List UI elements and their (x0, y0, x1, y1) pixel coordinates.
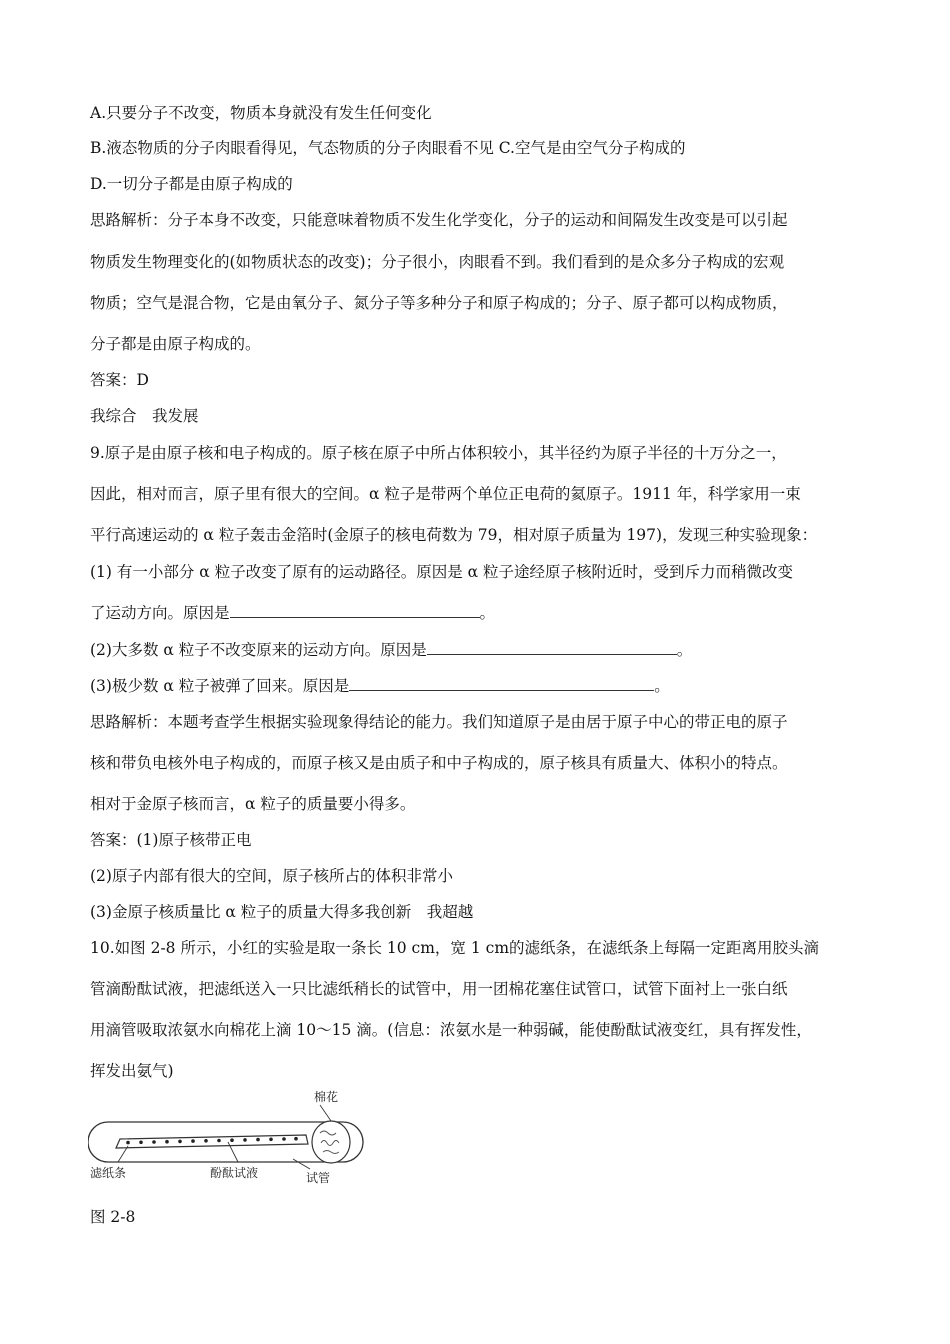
analysis-line: 思路解析：分子本身不改变，只能意味着物质不发生化学变化，分子的运动和间隔发生改变是可以引起 (90, 211, 788, 229)
analysis-line: 物质发生物理变化的(如物质状态的改变)；分子很小，肉眼看不到。我们看到的是众多分子构成的宏观 (90, 253, 785, 271)
label-phenolphthalein: 酚酞试液 (210, 1166, 259, 1180)
blank-end: 。 (479, 604, 496, 622)
question-text: 10.如图 2-8 所示，小红的实验是取一条长 10 cm，宽 1 cm的滤纸条，在滤纸条上每隔一定距离用胶头滴 (90, 939, 820, 957)
question-text: 因此，相对而言，原子里有很大的空间。α 粒子是带两个单位正电荷的氦原子。1911 年，科学家用一束 (90, 485, 801, 503)
blank-prompt: (2)大多数 α 粒子不改变原来的运动方向。原因是 (90, 641, 427, 659)
blank-end: 。 (654, 677, 670, 695)
answer-blank (427, 640, 677, 655)
label-test-tube: 试管 (306, 1171, 331, 1185)
answer-line: (2)原子内部有很大的空间，原子核所占的体积非常小 (90, 867, 453, 885)
fill-blank-line (90, 640, 692, 660)
answer-line: 答案：(1)原子核带正电 (90, 831, 252, 849)
label-cotton: 棉花 (314, 1090, 339, 1104)
answer-line: 答案：D (90, 371, 149, 389)
option-b-c: B.液态物质的分子肉眼看得见，气态物质的分子肉眼看不见 C.空气是由空气分子构成的 (90, 139, 686, 157)
answer-blank (349, 676, 654, 691)
analysis-line: 思路解析：本题考查学生根据实验现象得结论的能力。我们知道原子是由居于原子中心的带正电的原子 (90, 713, 788, 731)
label-filter-paper: 滤纸条 (90, 1166, 127, 1180)
option-a: A.只要分子不改变，物质本身就没有发生任何变化 (90, 104, 432, 122)
question-text: 平行高速运动的 α 粒子轰击金箔时(金原子的核电荷数为 79，相对原子质量为 197)，发现三种实验现象： (90, 526, 818, 544)
cotton-plug (312, 1121, 350, 1163)
analysis-line: 物质；空气是混合物，它是由氧分子、氮分子等多种分子和原子构成的；分子、原子都可以构成物质， (90, 294, 788, 312)
section-heading: 我综合 我发展 (90, 407, 199, 425)
question-text: (1) 有一小部分 α 粒子改变了原有的运动路径。原因是 α 粒子途经原子核附近时，受到斥力而稍微改变 (90, 563, 794, 581)
test-tube-diagram (88, 1085, 378, 1185)
fill-blank-line (90, 676, 670, 696)
blank-prompt: 了运动方向。原因是 (90, 604, 230, 622)
question-text: 挥发出氨气) (90, 1062, 174, 1080)
question-text: 9.原子是由原子核和电子构成的。原子核在原子中所占体积较小，其半径约为原子半径的十万分之一， (90, 444, 787, 462)
answer-blank (230, 603, 480, 618)
figure-caption: 图 2-8 (90, 1208, 136, 1226)
question-text: 用滴管吸取浓氨水向棉花上滴 10～15 滴。(信息：浓氨水是一种弱碱，能使酚酞试液变红，具有挥发性， (90, 1021, 812, 1039)
analysis-line: 相对于金原子核而言，α 粒子的质量要小得多。 (90, 795, 416, 813)
analysis-line: 核和带负电核外电子构成的，而原子核又是由质子和中子构成的，原子核具有质量大、体积小的特点。 (90, 754, 788, 772)
analysis-line: 分子都是由原子构成的。 (90, 335, 261, 353)
answer-line: (3)金原子核质量比 α 粒子的质量大得多我创新 我超越 (90, 903, 474, 921)
fill-blank-line (90, 603, 495, 623)
filter-paper-strip (116, 1135, 308, 1148)
option-d: D.一切分子都是由原子构成的 (90, 175, 293, 193)
question-text: 管滴酚酞试液，把滤纸送入一只比滤纸稍长的试管中，用一团棉花塞住试管口，试管下面衬上一张白纸 (90, 980, 788, 998)
blank-end: 。 (676, 641, 693, 659)
blank-prompt: (3)极少数 α 粒子被弹了回来。原因是 (90, 677, 350, 695)
